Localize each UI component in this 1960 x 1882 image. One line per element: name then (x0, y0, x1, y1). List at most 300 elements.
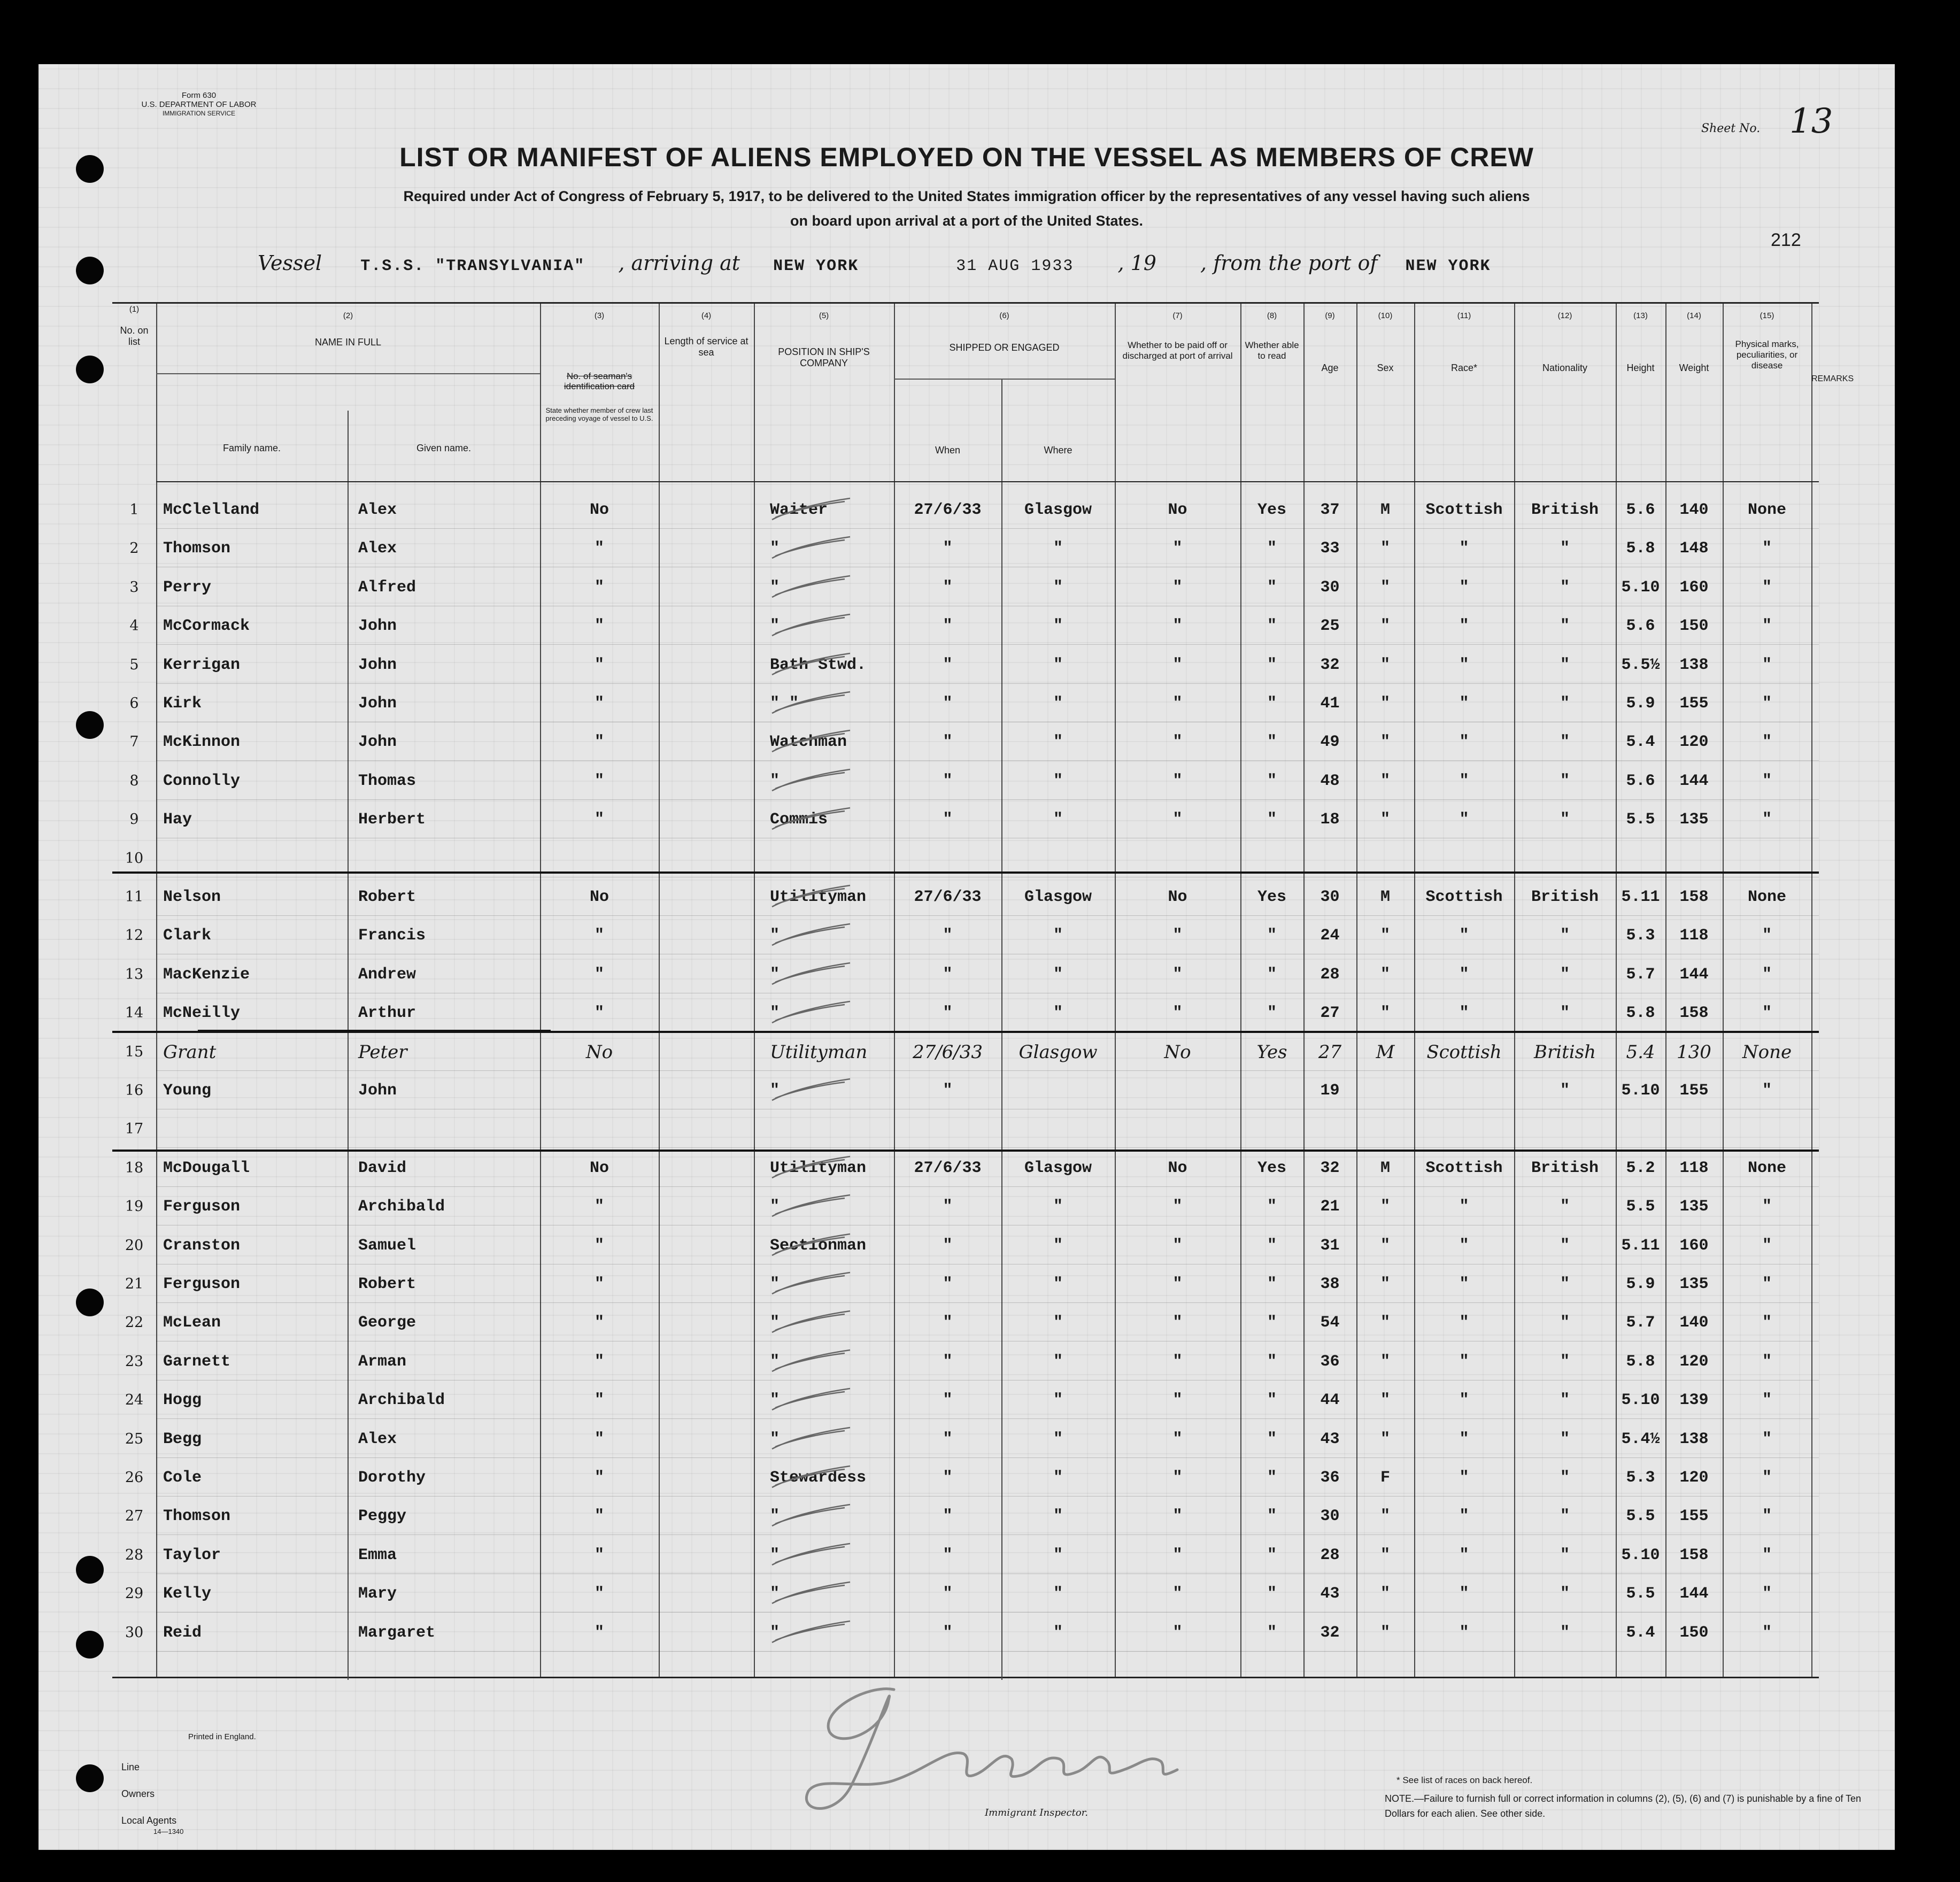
given-name-cell: David (358, 1159, 407, 1177)
pencil-check-mark (770, 574, 855, 599)
able-to-read-cell: " (1267, 811, 1277, 829)
weight-cell: 158 (1679, 1004, 1709, 1023)
col-num: (2) (343, 311, 353, 320)
shipped-where-cell: Glasgow (1024, 501, 1092, 519)
id-card-cell: " (594, 965, 604, 984)
header-when: When (935, 445, 961, 456)
weight-cell: 158 (1679, 888, 1709, 906)
shipped-when-cell: 27/6/33 (914, 888, 982, 906)
paid-off-cell: No (1164, 1041, 1191, 1063)
pencil-check-mark (770, 1502, 855, 1528)
age-cell: 36 (1320, 1352, 1340, 1371)
header-no-on-list: No. on list (120, 325, 149, 347)
table-row (112, 994, 1819, 1032)
sex-cell (1356, 1071, 1414, 1110)
table-row (112, 568, 1819, 607)
subtitle-line-2: on board upon arrival at a port of the United States. (790, 213, 1144, 229)
pencil-check-mark (770, 767, 855, 793)
row-number: 29 (125, 1585, 144, 1602)
age-cell: 32 (1320, 1623, 1340, 1642)
pencil-check-mark (770, 1232, 855, 1258)
shipped-when-cell: " (943, 927, 953, 945)
shipped-where-cell: Glasgow (1024, 888, 1092, 906)
shipped-when-cell: " (943, 1585, 953, 1603)
shipped-when-cell (894, 1110, 1001, 1148)
col-num: (10) (1378, 311, 1393, 320)
physical-marks-cell: " (1762, 1430, 1772, 1448)
row-number: 2 (129, 540, 139, 557)
row-number: 7 (129, 734, 139, 751)
weight-cell: 135 (1679, 1275, 1709, 1293)
shipped-where-cell: " (1053, 811, 1063, 829)
weight-cell: 148 (1679, 539, 1709, 558)
shipped-when-cell: " (943, 733, 953, 752)
arriving-port: NEW YORK (773, 257, 859, 275)
given-name-cell: Margaret (358, 1623, 436, 1642)
given-name-cell: Emma (358, 1546, 397, 1564)
given-name-cell: Francis (358, 927, 426, 945)
paid-off-cell: " (1172, 655, 1183, 674)
physical-marks-cell (1723, 1110, 1811, 1148)
paid-off-cell (1115, 1071, 1240, 1110)
race-cell: " (1459, 1469, 1469, 1487)
nationality-cell: " (1560, 1004, 1570, 1023)
physical-marks-cell: " (1762, 539, 1772, 558)
physical-marks-cell: None (1747, 888, 1786, 906)
nationality-cell: British (1531, 888, 1599, 906)
page-title: LIST OR MANIFEST OF ALIENS EMPLOYED ON THE VESSEL AS MEMBERS OF CREW (399, 142, 1534, 172)
footer-local-agents-label: Local Agents (121, 1815, 177, 1826)
race-cell: " (1459, 1198, 1469, 1216)
row-number: 12 (125, 927, 144, 944)
col-num: (12) (1557, 311, 1572, 320)
group-separator (112, 1150, 1819, 1152)
paid-off-cell: " (1172, 733, 1183, 752)
paid-off-cell: " (1172, 1623, 1183, 1642)
weight-cell: 120 (1679, 1352, 1709, 1371)
header-paid-off: Whether to be paid off or discharged at port of arrival (1122, 340, 1233, 361)
id-card-cell: " (594, 617, 604, 636)
shipped-when-cell: " (943, 695, 953, 713)
position-cell: Commis (770, 811, 828, 829)
sex-cell: " (1380, 1275, 1390, 1293)
footer-line-label: Line (121, 1762, 140, 1772)
pencil-check-mark (770, 1464, 855, 1490)
position-cell: Stewardess (770, 1469, 867, 1487)
fine-note: NOTE.—Failure to furnish full or correct information in columns (2), (5), (6) and (7) is punishable by a fine of Ten Dollars for each alien. See other side. (1385, 1793, 1862, 1819)
header-family-name: Family name. (222, 443, 281, 453)
table-row (112, 646, 1819, 684)
position-cell: " (770, 965, 780, 984)
able-to-read-cell: " (1267, 655, 1277, 674)
nationality-cell: " (1560, 655, 1570, 674)
height-cell: 5.5½ (1621, 655, 1660, 674)
paid-off-cell: " (1172, 1004, 1183, 1023)
paid-off-cell: " (1172, 1469, 1183, 1487)
height-cell: 5.7 (1626, 1314, 1655, 1332)
family-name-cell: Hay (163, 811, 192, 829)
sex-cell: " (1380, 1352, 1390, 1371)
weight-cell: 150 (1679, 1623, 1709, 1642)
pencil-check-mark (770, 1386, 855, 1412)
id-card-cell: No (585, 1041, 613, 1063)
nationality-cell: " (1560, 1623, 1570, 1642)
paid-off-cell: " (1172, 1314, 1183, 1332)
header-remarks: REMARKS (1811, 374, 1854, 383)
table-row (112, 1071, 1819, 1110)
sex-cell: " (1380, 1507, 1390, 1526)
nationality-cell: " (1560, 1469, 1570, 1487)
nationality-cell (1514, 1110, 1616, 1148)
punch-hole (76, 257, 104, 284)
nationality-cell: " (1560, 1236, 1570, 1255)
shipped-when-cell: " (943, 965, 953, 984)
age-cell: 27 (1320, 1004, 1340, 1023)
height-cell: 5.5 (1626, 1198, 1655, 1216)
id-card-cell: " (594, 1546, 604, 1564)
family-name-cell: Taylor (163, 1546, 221, 1564)
id-card-cell: " (594, 772, 604, 790)
weight-cell: 160 (1679, 578, 1709, 597)
physical-marks-cell: " (1762, 578, 1772, 597)
sex-cell: " (1380, 1585, 1390, 1603)
shipped-where-cell: Glasgow (1018, 1041, 1098, 1063)
pencil-check-mark (770, 1425, 855, 1451)
able-to-read-cell: " (1267, 1004, 1277, 1023)
physical-marks-cell: " (1762, 927, 1772, 945)
nationality-cell: British (1531, 501, 1599, 519)
position-cell: " (770, 1082, 780, 1100)
table-row (112, 800, 1819, 839)
race-cell: Scottish (1426, 1041, 1502, 1063)
given-name-cell: Herbert (358, 811, 426, 829)
pencil-check-mark (770, 806, 855, 831)
shipped-where-cell: " (1053, 927, 1063, 945)
race-cell: Scottish (1425, 888, 1503, 906)
position-cell (770, 1110, 898, 1148)
given-name-cell: Mary (358, 1585, 397, 1603)
physical-marks-cell: " (1762, 1314, 1772, 1332)
nationality-cell: " (1560, 1082, 1570, 1100)
nationality-cell: " (1560, 1507, 1570, 1526)
able-to-read-cell: " (1267, 965, 1277, 984)
shipped-when-cell: " (943, 1275, 953, 1293)
position-cell: " (770, 772, 780, 790)
shipped-where-cell: " (1053, 539, 1063, 558)
race-cell: " (1459, 927, 1469, 945)
physical-marks-cell: " (1762, 811, 1772, 829)
physical-marks-cell: " (1762, 772, 1772, 790)
col-num: (8) (1267, 311, 1277, 320)
header-given-name: Given name. (416, 443, 472, 453)
table-row (112, 1343, 1819, 1381)
paid-off-cell: No (1168, 1159, 1187, 1177)
physical-marks-cell: " (1762, 695, 1772, 713)
given-name-cell: Alex (358, 539, 397, 558)
given-name-cell: Alex (358, 1430, 397, 1448)
id-card-cell: No (589, 501, 609, 519)
shipped-where-cell: " (1053, 1546, 1063, 1564)
id-card-cell: " (594, 1275, 604, 1293)
family-name-cell: Kirk (163, 695, 202, 713)
row-number: 24 (125, 1392, 144, 1409)
row-number: 14 (125, 1005, 144, 1022)
able-to-read-cell: " (1267, 733, 1277, 752)
age-cell: 30 (1320, 1507, 1340, 1526)
race-cell (1414, 1110, 1514, 1148)
paid-off-cell: " (1172, 539, 1183, 558)
able-to-read-cell: " (1267, 1430, 1277, 1448)
weight-cell: 118 (1679, 927, 1709, 945)
row-number: 1 (129, 502, 139, 518)
position-cell: " " (770, 695, 799, 713)
nationality-cell: " (1560, 772, 1570, 790)
race-cell: " (1459, 1623, 1469, 1642)
sex-cell: " (1380, 1236, 1390, 1255)
age-cell: 30 (1320, 578, 1340, 597)
shipped-when-cell: " (943, 1314, 953, 1332)
table-row (112, 1459, 1819, 1497)
strike-row-14 (198, 1030, 551, 1031)
shipped-where-cell: " (1053, 1391, 1063, 1410)
physical-marks-cell: " (1762, 1469, 1772, 1487)
id-card-cell: " (594, 1391, 604, 1410)
height-cell: 5.8 (1626, 1352, 1655, 1371)
sex-cell: " (1380, 539, 1390, 558)
row-number: 18 (125, 1159, 144, 1176)
family-name-cell: Clark (163, 927, 212, 945)
table-row (112, 1497, 1819, 1536)
paid-off-cell: " (1172, 1585, 1183, 1603)
given-name-cell: George (358, 1314, 416, 1332)
age-cell: 44 (1320, 1391, 1340, 1410)
paid-off-cell (1115, 1110, 1240, 1148)
id-card-cell: No (589, 1159, 609, 1177)
header-weight: Weight (1679, 362, 1709, 373)
given-name-cell: Alex (358, 501, 397, 519)
sex-cell: " (1380, 1623, 1390, 1642)
height-cell: 5.3 (1626, 1469, 1655, 1487)
shipped-when-cell: " (943, 1004, 953, 1023)
arrival-date: 31 AUG 1933 (956, 257, 1074, 275)
nationality-cell: " (1560, 1391, 1570, 1410)
header-id-card-note: State whether member of crew last preceding voyage of vessel to U.S. (545, 406, 653, 422)
shipped-when-cell: " (943, 617, 953, 636)
height-cell: 5.8 (1626, 1004, 1655, 1023)
header-id-card: No. of seaman's identification card (564, 371, 635, 391)
id-card-cell: " (594, 695, 604, 713)
race-cell: " (1459, 655, 1469, 674)
id-card-cell: " (594, 1198, 604, 1216)
family-name-cell: Young (163, 1082, 212, 1100)
pencil-check-mark (770, 1077, 855, 1102)
race-note: * See list of races on back hereof. (1396, 1775, 1533, 1785)
shipped-when-cell: " (943, 1546, 953, 1564)
footer-owners-label: Owners (121, 1788, 155, 1799)
family-name-cell: Reid (163, 1623, 202, 1642)
shipped-when-cell: " (943, 539, 953, 558)
row-number: 10 (125, 850, 144, 867)
punch-hole (76, 1764, 104, 1792)
footer-form-code: 14—1340 (153, 1827, 184, 1835)
family-name-cell (163, 1110, 348, 1148)
given-name-cell: John (358, 733, 397, 752)
race-cell: " (1459, 539, 1469, 558)
weight-cell: 120 (1679, 733, 1709, 752)
row-number: 17 (125, 1121, 144, 1138)
position-cell: " (770, 1198, 780, 1216)
able-to-read-cell: Yes (1257, 888, 1286, 906)
shipped-when-cell: " (943, 1198, 953, 1216)
family-name-cell: Connolly (163, 772, 241, 790)
shipped-where-cell: " (1053, 772, 1063, 790)
physical-marks-cell: " (1762, 617, 1772, 636)
family-name-cell: Thomson (163, 539, 231, 558)
given-name-cell: Andrew (358, 965, 416, 984)
col-num: (6) (999, 311, 1009, 320)
physical-marks-cell: None (1742, 1041, 1792, 1063)
service: IMMIGRATION SERVICE (162, 110, 236, 117)
nationality-cell: British (1531, 1159, 1599, 1177)
position-cell: " (770, 1275, 780, 1293)
table-row (112, 1303, 1819, 1342)
row-number: 22 (125, 1314, 144, 1331)
able-to-read-cell (1240, 1071, 1303, 1110)
age-cell: 27 (1318, 1041, 1342, 1063)
able-to-read-cell: " (1267, 1507, 1277, 1526)
shipped-where-cell (1001, 1071, 1115, 1110)
able-to-read-cell: " (1267, 1275, 1277, 1293)
age-cell: 30 (1320, 888, 1340, 906)
nationality-cell: " (1560, 1275, 1570, 1293)
height-cell: 5.10 (1621, 578, 1660, 597)
nationality-cell: British (1534, 1041, 1596, 1063)
id-card-cell: " (594, 1623, 604, 1642)
paid-off-cell: " (1172, 1236, 1183, 1255)
given-name-cell: John (358, 617, 397, 636)
able-to-read-cell: " (1267, 1391, 1277, 1410)
height-cell: 5.4 (1626, 1041, 1655, 1063)
shipped-when-cell: " (943, 1507, 953, 1526)
table-row (112, 1420, 1819, 1459)
sex-cell: F (1380, 1469, 1390, 1487)
family-name-cell: McKinnon (163, 733, 241, 752)
physical-marks-cell: None (1747, 1159, 1786, 1177)
age-cell: 19 (1320, 1082, 1340, 1100)
nationality-cell: " (1560, 1430, 1570, 1448)
row-number: 3 (129, 579, 139, 596)
physical-marks-cell: " (1762, 1352, 1772, 1371)
printed-in: Printed in England. (188, 1732, 256, 1741)
given-name-cell: Thomas (358, 772, 416, 790)
shipped-where-cell: " (1053, 733, 1063, 752)
age-cell: 24 (1320, 927, 1340, 945)
physical-marks-cell: " (1762, 1236, 1772, 1255)
family-name-cell: McDougall (163, 1159, 250, 1177)
shipped-when-cell: 27/6/33 (914, 1159, 982, 1177)
position-cell: Waiter (770, 501, 828, 519)
weight-cell (1665, 1110, 1723, 1148)
row-number: 4 (129, 618, 139, 635)
pencil-check-mark (770, 612, 855, 638)
page-ref: 212 (1771, 230, 1801, 250)
age-cell: 31 (1320, 1236, 1340, 1255)
able-to-read-cell: " (1267, 1198, 1277, 1216)
family-name-cell: MacKenzie (163, 965, 250, 984)
sex-cell: " (1380, 1546, 1390, 1564)
pencil-check-mark (770, 496, 855, 522)
family-name-cell: McLean (163, 1314, 221, 1332)
id-card-cell: " (594, 927, 604, 945)
shipped-where-cell: " (1053, 1198, 1063, 1216)
nationality-cell: " (1560, 733, 1570, 752)
position-cell: " (770, 1507, 780, 1526)
paid-off-cell: " (1172, 965, 1183, 984)
weight-cell: 120 (1679, 1469, 1709, 1487)
nationality-cell: " (1560, 1314, 1570, 1332)
row-number: 15 (125, 1043, 144, 1060)
shipped-where-cell: " (1053, 1275, 1063, 1293)
position-cell: " (770, 1623, 780, 1642)
age-cell: 43 (1320, 1585, 1340, 1603)
family-name-cell: Thomson (163, 1507, 231, 1526)
paid-off-cell: " (1172, 772, 1183, 790)
paid-off-cell: " (1172, 1352, 1183, 1371)
row-number: 5 (129, 656, 139, 673)
id-card-cell: " (594, 733, 604, 752)
header-race: Race* (1450, 362, 1478, 373)
table-row (112, 1381, 1819, 1420)
row-number: 21 (125, 1276, 144, 1292)
weight-cell: 130 (1677, 1041, 1711, 1063)
race-cell: Scottish (1425, 501, 1503, 519)
given-name-cell: John (358, 695, 397, 713)
weight-cell: 135 (1679, 1198, 1709, 1216)
shipped-where-cell: " (1053, 695, 1063, 713)
vessel-line (258, 251, 1491, 275)
age-cell: 48 (1320, 772, 1340, 790)
table-row (112, 1110, 1819, 1148)
row-number: 27 (125, 1508, 144, 1525)
physical-marks-cell: " (1762, 655, 1772, 674)
age-cell: 36 (1320, 1469, 1340, 1487)
row-number: 11 (125, 889, 144, 905)
row-number: 25 (125, 1430, 144, 1447)
arriving-label: , arriving at (618, 251, 740, 275)
id-card-cell: " (594, 539, 604, 558)
able-to-read-cell: " (1267, 1623, 1277, 1642)
nationality-cell: " (1560, 965, 1570, 984)
able-to-read-cell: " (1267, 1469, 1277, 1487)
subtitle-line-1: Required under Act of Congress of February 5, 1917, to be delivered to the United States immigration officer by the representatives of any vessel having such aliens (403, 188, 1530, 204)
id-card-cell: " (594, 1585, 604, 1603)
shipped-when-cell: " (943, 1236, 953, 1255)
table-row (112, 684, 1819, 723)
position-cell: " (770, 617, 780, 636)
table-row (112, 1227, 1819, 1265)
age-cell: 41 (1320, 695, 1340, 713)
punch-hole (76, 1631, 104, 1659)
header-able-to-read: Whether able to read (1245, 340, 1299, 361)
position-cell: " (770, 1352, 780, 1371)
physical-marks-cell: " (1762, 1198, 1772, 1216)
height-cell: 5.4 (1626, 733, 1655, 752)
punch-hole (76, 356, 104, 383)
shipped-where-cell: " (1053, 1585, 1063, 1603)
given-name-cell: Arthur (358, 1004, 416, 1023)
header-physical-marks: Physical marks, peculiarities, or disease (1735, 339, 1799, 371)
weight-cell: 140 (1679, 1314, 1709, 1332)
